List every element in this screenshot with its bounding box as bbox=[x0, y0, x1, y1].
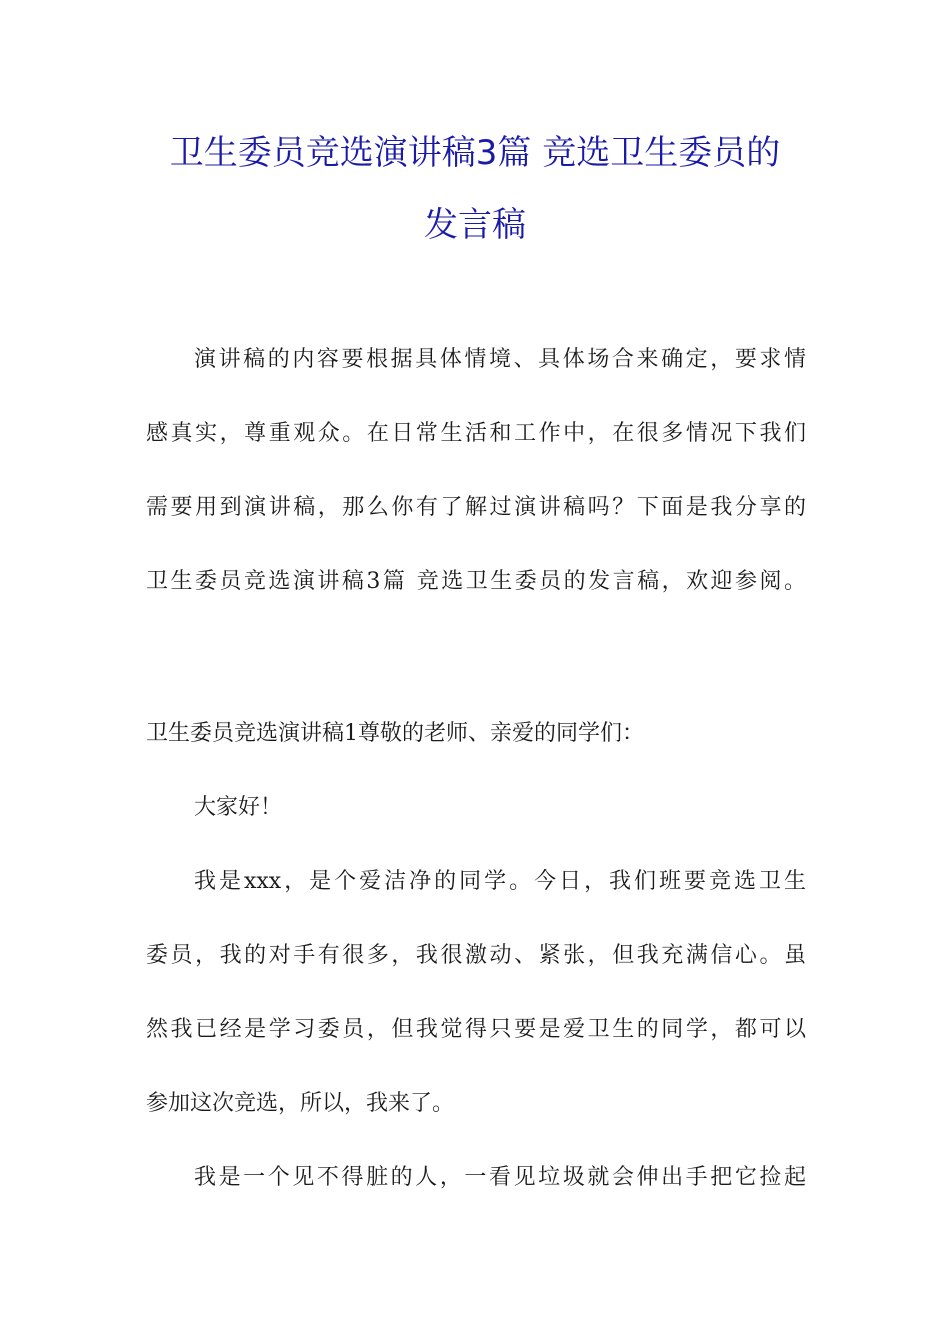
intro-line-2: 感真实，尊重观众。在日常生活和工作中，在很多情况下我们 bbox=[146, 421, 806, 446]
greeting: 大家好！ bbox=[194, 795, 283, 820]
para-1-line-3: 然我已经是学习委员，但我觉得只要是爱卫生的同学，都可以 bbox=[146, 1017, 806, 1042]
para-1-line-1: 我是xxx，是个爱洁净的同学。今日，我们班要竞选卫生 bbox=[194, 869, 806, 894]
speech-1-heading: 卫生委员竞选演讲稿1尊敬的老师、亲爱的同学们： bbox=[146, 721, 644, 746]
intro-line-3: 需要用到演讲稿，那么你有了解过演讲稿吗？下面是我分享的 bbox=[146, 495, 806, 520]
intro-line-4: 卫生委员竞选演讲稿3篇 竞选卫生委员的发言稿，欢迎参阅。 bbox=[146, 569, 806, 594]
intro-line-1: 演讲稿的内容要根据具体情境、具体场合来确定，要求情 bbox=[194, 347, 806, 372]
para-2-line-1: 我是一个见不得脏的人，一看见垃圾就会伸出手把它捡起 bbox=[194, 1165, 806, 1190]
document-title-line-1: 卫生委员竞选演讲稿3篇 竞选卫生委员的 bbox=[169, 133, 781, 173]
para-1-line-4: 参加这次竞选，所以，我来了。 bbox=[146, 1091, 455, 1116]
document-title-line-2: 发言稿 bbox=[424, 205, 526, 245]
para-1-line-2: 委员，我的对手有很多，我很激动、紧张，但我充满信心。虽 bbox=[146, 943, 806, 968]
